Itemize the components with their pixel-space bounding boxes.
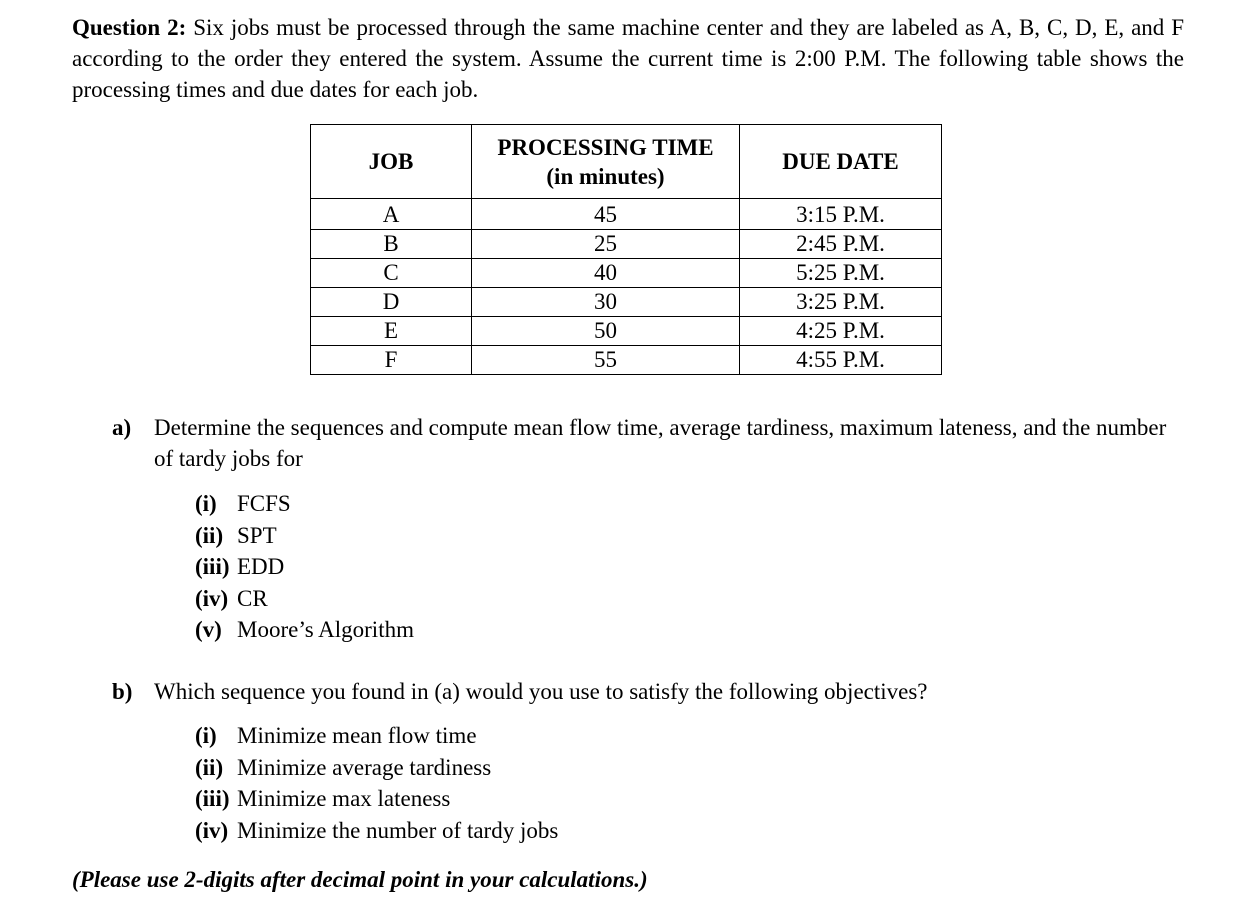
item-text: SPT — [237, 522, 277, 548]
item-text: Moore’s Algorithm — [237, 617, 414, 642]
table-row — [311, 317, 942, 346]
header-job: JOB — [311, 125, 472, 199]
item-number: (i) — [195, 723, 217, 748]
item-number: (ii) — [195, 522, 224, 548]
jobs-table — [310, 124, 942, 375]
part-b-list — [195, 720, 558, 846]
question-text: Six jobs must be processed through the same machine center and they are labeled as A, B, C, D, E, and F according to the order they entered the system. Assume the current time is 2:00 P.M. The following table shows the processing times and due dates for each job. — [72, 15, 1185, 102]
item-text: EDD — [237, 554, 285, 579]
cell-job: C — [311, 259, 472, 288]
cell-time: 45 — [472, 199, 740, 230]
list-item — [195, 583, 414, 615]
cell-due: 3:25 P.M. — [740, 288, 942, 317]
table-row — [311, 288, 942, 317]
list-item — [195, 488, 414, 520]
item-text: Minimize average tardiness — [237, 754, 492, 780]
list-item — [195, 752, 558, 784]
question-intro — [72, 12, 1184, 105]
cell-job: A — [311, 199, 472, 230]
table-row — [311, 199, 942, 230]
cell-job: F — [311, 346, 472, 375]
item-text: Minimize max lateness — [237, 786, 451, 811]
item-text: Minimize mean flow time — [237, 723, 477, 748]
cell-time: 30 — [472, 288, 740, 317]
cell-job: B — [311, 230, 472, 259]
item-number: (v) — [195, 617, 222, 642]
header-processing-line2: (in minutes) — [546, 163, 665, 189]
cell-due: 5:25 P.M. — [740, 259, 942, 288]
cell-due: 2:45 P.M. — [740, 230, 942, 259]
item-number: (iv) — [195, 817, 229, 843]
item-text: CR — [237, 585, 268, 611]
item-number: (iv) — [195, 585, 229, 611]
part-a-list — [195, 488, 414, 646]
cell-due: 4:55 P.M. — [740, 346, 942, 375]
part-a — [112, 412, 1184, 474]
item-number: (iii) — [195, 554, 230, 579]
list-item — [195, 614, 414, 646]
cell-job: D — [311, 288, 472, 317]
part-b-letter: b) — [112, 679, 133, 704]
list-item — [195, 815, 558, 847]
item-text: Minimize the number of tardy jobs — [237, 817, 559, 843]
header-due-date: DUE DATE — [740, 125, 942, 199]
cell-due: 3:15 P.M. — [740, 199, 942, 230]
cell-time: 25 — [472, 230, 740, 259]
item-text: FCFS — [237, 491, 291, 516]
list-item — [195, 720, 558, 752]
table-row — [311, 346, 942, 375]
cell-due: 4:25 P.M. — [740, 317, 942, 346]
table-row — [311, 230, 942, 259]
part-b-text: Which sequence you found in (a) would you use to satisfy the following objectives? — [154, 679, 928, 704]
cell-time: 55 — [472, 346, 740, 375]
header-processing-time — [472, 125, 740, 199]
cell-time: 50 — [472, 317, 740, 346]
list-item — [195, 520, 414, 552]
list-item — [195, 551, 414, 583]
item-number: (iii) — [195, 786, 230, 811]
table-header-row — [311, 125, 942, 199]
part-a-text: Determine the sequences and compute mean flow time, average tardiness, maximum lateness, and the number of tardy jobs for — [154, 415, 1167, 471]
calculation-note: (Please use 2-digits after decimal point in your calculations.) — [72, 867, 648, 892]
header-processing-line1: PROCESSING TIME — [497, 134, 714, 160]
cell-job: E — [311, 317, 472, 346]
cell-time: 40 — [472, 259, 740, 288]
question-label: Question 2: — [72, 15, 187, 40]
item-number: (i) — [195, 491, 217, 516]
part-b — [112, 676, 1184, 707]
list-item — [195, 783, 558, 815]
part-a-letter: a) — [112, 415, 132, 440]
table-row — [311, 259, 942, 288]
item-number: (ii) — [195, 754, 224, 780]
